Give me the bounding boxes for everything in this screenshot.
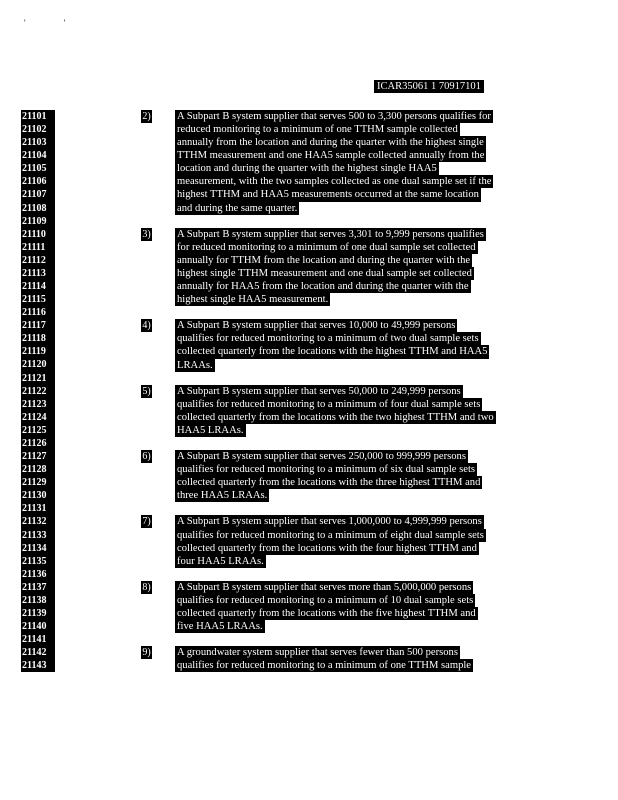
item-text [175,646,537,672]
item-number: 3) [142,228,151,240]
line-number: 21112 [21,254,55,267]
item-text [175,515,537,567]
line-number: 21115 [21,293,55,306]
line-number: 21113 [21,267,55,280]
line-number: 21102 [21,123,55,136]
text-line: highest single TTHM measurement and one dual sample set collected [177,267,472,279]
text-line: five HAA5 LRAAs. [177,621,263,633]
item-text [175,319,537,371]
line-number: 21108 [21,202,55,215]
item-number: 7) [142,516,151,528]
line-number: 21125 [21,424,55,437]
line-number: 21101 [21,110,55,123]
item-text [175,385,537,437]
line-number: 21130 [21,489,55,502]
text-line: reduced monitoring to a minimum of one TTHM sample collected [177,124,458,136]
text-line: HAA5 LRAAs. [177,424,244,436]
text-line: A Subpart B system supplier that serves 500 to 3,300 persons qualifies for [177,111,491,122]
text-line: collected quarterly from the locations with the four highest TTHM and [177,542,477,554]
line-number: 21107 [21,188,55,201]
text-line: A groundwater system supplier that serves fewer than 500 persons [177,647,458,659]
text-line: A Subpart B system supplier that serves 10,000 to 49,999 persons [177,320,456,332]
line-number: 21142 [21,646,55,659]
item-number: 4) [142,320,151,332]
line-number: 21109 [21,215,55,228]
item-text [175,581,537,633]
text-line: LRAAs. [177,359,213,371]
line-number: 21141 [21,633,55,646]
text-line: collected quarterly from the locations with the three highest TTHM and [177,477,481,489]
line-number: 21118 [21,332,55,345]
text-line: annually from the location and during the quarter with the highest single [177,137,484,149]
text-line: measurement, with the two samples collected as one dual sample set if the [177,176,492,188]
text-line: qualifies for reduced monitoring to a minimum of 10 dual sample sets [177,594,474,606]
item-text [175,110,537,215]
line-number: 21124 [21,411,55,424]
text-line: collected quarterly from the locations with the two highest TTHM and two [177,411,494,423]
text-line: qualifies for reduced monitoring to a minimum of two dual sample sets [177,333,479,345]
text-line: four HAA5 LRAAs. [177,555,264,567]
text-line: qualifies for reduced monitoring to a minimum of eight dual sample sets [177,529,484,541]
item-number: 6) [142,451,151,463]
line-number: 21123 [21,398,55,411]
item-number: 8) [142,581,151,593]
item-text [175,228,537,306]
document-header-code: ICAR35061 1 70917101 [374,80,484,93]
text-line: for reduced monitoring to a minimum of one dual sample set collected [177,241,476,253]
line-number: 21134 [21,542,55,555]
line-number: 21117 [21,319,55,332]
line-number: 21114 [21,280,55,293]
line-number: 21137 [21,581,55,594]
line-number: 21132 [21,515,55,528]
line-number: 21133 [21,529,55,542]
line-number: 21121 [21,372,55,385]
line-number: 21110 [21,228,55,241]
scan-specks: ' ' [24,18,84,28]
text-line: A Subpart B system supplier that serves more than 5,000,000 persons [177,581,472,593]
text-line: highest TTHM and HAA5 measurements occurred at the same location [177,189,479,201]
text-line: annually for HAA5 from the location and during the quarter with the [177,281,469,293]
line-number: 21111 [21,241,55,254]
line-number: 21143 [21,659,55,672]
item-text [175,450,537,502]
line-number: 21135 [21,555,55,568]
line-number: 21103 [21,136,55,149]
text-line: A Subpart B system supplier that serves 250,000 to 999,999 persons [177,451,466,463]
line-number: 21122 [21,385,55,398]
line-number: 21131 [21,502,55,515]
text-line: qualifies for reduced monitoring to a minimum of six dual sample sets [177,464,476,476]
text-line: A Subpart B system supplier that serves 1,000,000 to 4,999,999 persons [177,516,482,528]
text-line: collected quarterly from the locations with the five highest TTHM and [177,608,476,620]
line-number: 21119 [21,345,55,358]
line-number: 21139 [21,607,55,620]
line-number: 21104 [21,149,55,162]
line-number: 21120 [21,358,55,371]
text-line: collected quarterly from the locations with the highest TTHM and HAA5 [177,346,488,358]
line-number: 21126 [21,437,55,450]
text-line: qualifies for reduced monitoring to a minimum of four dual sample sets [177,398,481,410]
item-number: 2) [142,111,151,122]
text-line: A Subpart B system supplier that serves 50,000 to 249,999 persons [177,385,461,397]
line-number: 21128 [21,463,55,476]
line-number: 21127 [21,450,55,463]
text-line: highest single HAA5 measurement. [177,294,329,306]
line-number: 21105 [21,162,55,175]
text-line: A Subpart B system supplier that serves 3,301 to 9,999 persons qualifies [177,228,484,240]
text-line: TTHM measurement and one HAA5 sample collected annually from the [177,150,485,162]
text-line: and during the same quarter. [177,202,298,214]
line-number: 21106 [21,175,55,188]
text-line: three HAA5 LRAAs. [177,490,268,502]
line-number: 21129 [21,476,55,489]
line-number: 21136 [21,568,55,581]
item-number: 9) [142,647,151,659]
line-number: 21116 [21,306,55,319]
text-line: annually for TTHM from the location and during the quarter with the [177,254,471,266]
text-line: location and during the quarter with the highest single HAA5 [177,163,437,175]
text-line: qualifies for reduced monitoring to a minimum of one TTHM sample [177,660,472,672]
line-number: 21140 [21,620,55,633]
item-number: 5) [142,385,151,397]
line-number: 21138 [21,594,55,607]
